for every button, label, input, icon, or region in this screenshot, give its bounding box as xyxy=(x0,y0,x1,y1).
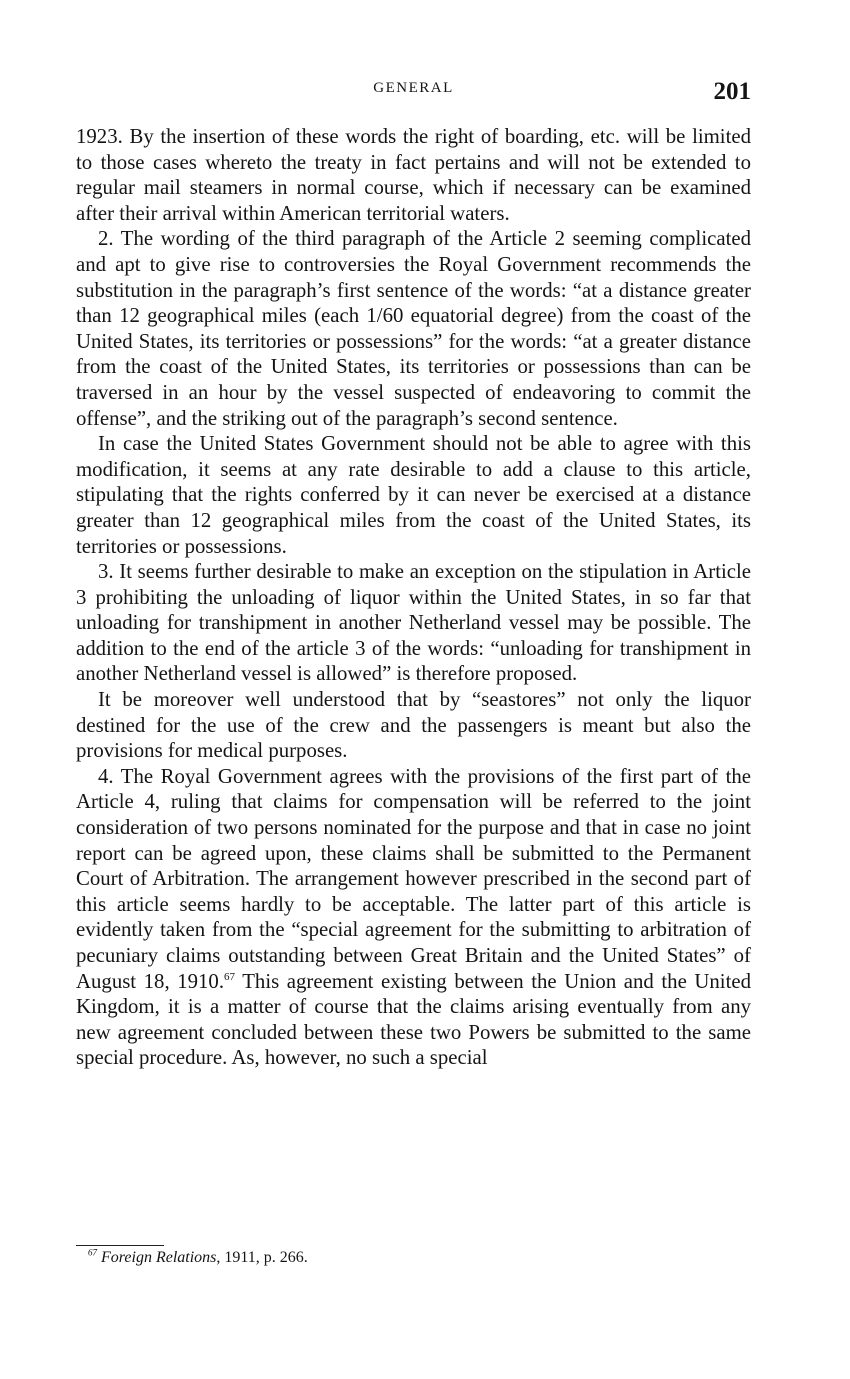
paragraph-6 xyxy=(76,764,751,1071)
paragraph-5: It be moreover well understood that by “seastores” not only the liquor destined for the use of the crew and the passengers is meant but also the provisions for medical purposes. xyxy=(76,688,751,763)
paragraph-2: 2. The wording of the third paragraph of the Article 2 seeming complicated and apt to give rise to controversies the Royal Government recommends the substitution in the paragraph’s first sentence of the words: “at a distance greater than 12 geographical miles (each 1/60 equatorial degree) from the coast of the United States, its territories or possessions” for the words: “at a greater distance from the coast of the United States, its territories or possessions than can be traversed in an hour by the vessel suspected of endeavoring to commit the offense”, and the striking out of the paragraph’s second sentence. xyxy=(76,227,751,430)
footnote xyxy=(88,1247,588,1269)
paragraph-4: 3. It seems further desirable to make an exception on the stipulation in Article 3 prohibiting the unloading of liquor within the United States, in so far that unloading for transhipment in another Netherland vessel may be possible. The addition to the end of the article 3 of the words: “unloading for transhipment in another Netherland vessel is allowed” is therefore proposed. xyxy=(76,560,751,686)
footnote-marker: 67 xyxy=(88,1247,97,1258)
paragraph-3: In case the United States Government should not be able to agree with this modification, it seems at any rate desirable to add a clause to this article, stipulating that the rights conferred by it can never be exercised at a distance greater than 12 geographical miles from the coast of the United States, its territories or possessions. xyxy=(76,432,751,558)
footnote-reference[interactable]: 67 xyxy=(224,970,236,983)
paragraph-6-text-a: 4. The Royal Government agrees with the provisions of the first part of the Article 4, ruling that claims for compensation will be referred to the joint consideration of two persons nominated for the purpose and that in case no joint report can be agreed upon, these claims shall be submitted to the Permanent Court of Arbitration. The arrangement however prescribed in the second part of this article seems hardly to be acceptable. The latter part of this article is evidently taken from the “special agreement for the submitting to arbitration of pecuniary claims outstanding between Great Britain and the United States” of August 18, 1910. xyxy=(76,764,751,993)
body-text xyxy=(76,124,751,1071)
running-head xyxy=(76,78,751,110)
running-title: GENERAL xyxy=(373,80,454,96)
footnote-citation: , 1911, p. 266. xyxy=(216,1249,308,1266)
paragraph-6-text-b: This agreement existing between the Union and the United Kingdom, it is a matter of course that the claims arising eventually from any new agreement concluded between these two Powers be submitted to the same special procedure. As, however, no such a special xyxy=(76,969,751,1070)
paragraph-1: 1923. By the insertion of these words the right of boarding, etc. will be limited to those cases whereto the treaty in fact pertains and will not be extended to regular mail steamers in normal course, which if necessary can be examined after their arrival within American territorial waters. xyxy=(76,125,751,225)
footnote-source-title: Foreign Relations xyxy=(101,1249,217,1266)
page-number: 201 xyxy=(713,78,751,105)
footnote-divider xyxy=(76,1245,164,1246)
